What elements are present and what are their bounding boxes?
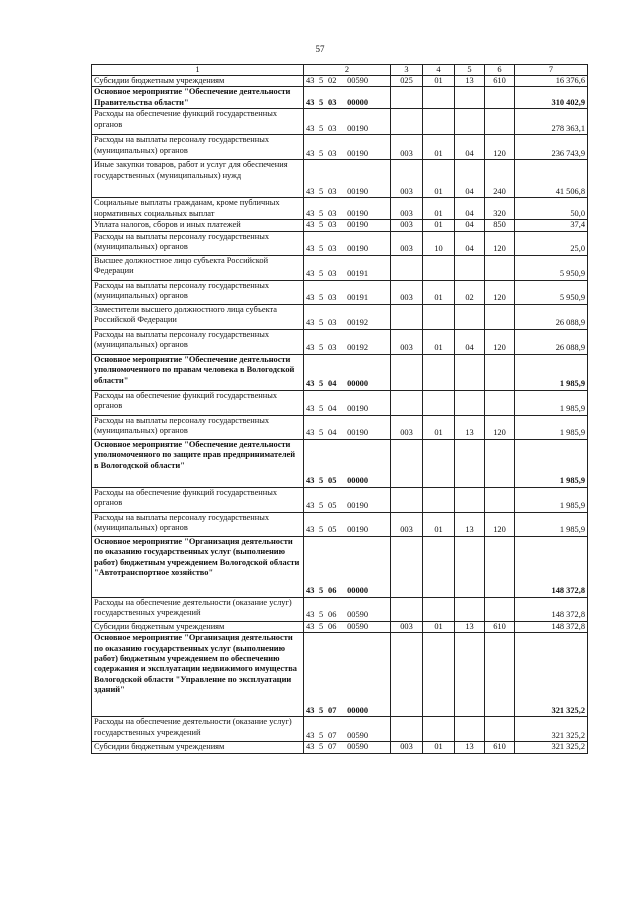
amount-cell: 148 372,8 — [515, 597, 588, 621]
program-code-part: 5 — [319, 404, 324, 414]
subsection-code-cell — [455, 439, 485, 487]
section-code-cell — [423, 487, 455, 512]
program-code-part: 00192 — [347, 343, 368, 353]
program-code-part: 5 — [319, 220, 324, 230]
program-code-part: 05 — [328, 525, 337, 535]
subsection-code-cell: 04 — [455, 135, 485, 160]
amount-cell: 25,0 — [515, 231, 588, 255]
program-code-part: 43 — [306, 610, 315, 620]
program-code-part: 43 — [306, 476, 315, 486]
ministry-code-cell — [391, 487, 423, 512]
program-code-part: 00000 — [347, 98, 368, 107]
program-code-part: 00590 — [347, 621, 368, 631]
program-code-part: 00191 — [347, 293, 368, 303]
row-name-cell: Расходы на обеспечение функций государственных органов — [92, 390, 304, 415]
header-cell: 5 — [455, 65, 485, 76]
program-code-part: 03 — [328, 187, 337, 196]
expense-type-cell — [485, 304, 515, 329]
program-code-part: 43 — [306, 318, 315, 328]
subsection-code-cell — [455, 354, 485, 390]
table-row — [92, 231, 588, 255]
amount-cell: 41 506,8 — [515, 160, 588, 198]
program-code-part: 5 — [319, 187, 324, 196]
subsection-code-cell: 13 — [455, 742, 485, 753]
program-code-part: 5 — [319, 379, 324, 389]
amount-cell: 1 985,9 — [515, 439, 588, 487]
section-code-cell: 01 — [423, 160, 455, 198]
section-code-cell: 01 — [423, 280, 455, 304]
header-cell: 6 — [485, 65, 515, 76]
ministry-code-cell — [391, 597, 423, 621]
program-code-cell — [304, 280, 391, 304]
subsection-code-cell: 04 — [455, 220, 485, 231]
table-row — [92, 633, 588, 717]
expense-type-cell: 120 — [485, 415, 515, 439]
program-code-part: 5 — [319, 98, 324, 107]
program-code-part: 43 — [306, 586, 315, 596]
expense-type-cell: 120 — [485, 231, 515, 255]
expense-type-cell: 610 — [485, 76, 515, 87]
section-code-cell: 01 — [423, 76, 455, 87]
program-code-part: 5 — [319, 730, 324, 740]
amount-cell: 1 985,9 — [515, 390, 588, 415]
program-code-part: 5 — [319, 525, 324, 535]
program-code-cell — [304, 255, 391, 280]
program-code-part: 03 — [328, 343, 337, 353]
row-name-cell: Расходы на обеспечение деятельности (оказание услуг) государственных учреждений — [92, 717, 304, 742]
program-code-part: 00190 — [347, 244, 368, 254]
row-name-cell: Расходы на выплаты персоналу государственных (муниципальных) органов — [92, 329, 304, 354]
program-code-part: 04 — [328, 428, 337, 438]
program-code-part: 05 — [328, 476, 337, 486]
program-code-part: 43 — [306, 621, 315, 631]
ministry-code-cell — [391, 87, 423, 109]
program-code-part: 00190 — [347, 428, 368, 438]
program-code-part: 43 — [306, 76, 315, 85]
ministry-code-cell: 003 — [391, 512, 423, 536]
program-code-part: 06 — [328, 621, 337, 631]
row-name-cell: Расходы на выплаты персоналу государственных (муниципальных) органов — [92, 280, 304, 304]
section-code-cell: 10 — [423, 231, 455, 255]
section-code-cell: 01 — [423, 329, 455, 354]
program-code-part: 04 — [328, 379, 337, 389]
amount-cell: 310 402,9 — [515, 87, 588, 109]
expense-type-cell — [485, 717, 515, 742]
row-name-cell: Расходы на обеспечение функций государственных органов — [92, 487, 304, 512]
program-code-part: 43 — [306, 343, 315, 353]
table-row — [92, 280, 588, 304]
subsection-code-cell — [455, 717, 485, 742]
ministry-code-cell — [391, 354, 423, 390]
program-code-part: 00000 — [347, 476, 368, 486]
expense-type-cell: 120 — [485, 329, 515, 354]
table-row — [92, 76, 588, 87]
expense-type-cell — [485, 487, 515, 512]
program-code-part: 5 — [319, 428, 324, 438]
subsection-code-cell: 04 — [455, 231, 485, 255]
table-row — [92, 198, 588, 220]
ministry-code-cell — [391, 304, 423, 329]
program-code-cell — [304, 742, 391, 753]
expense-type-cell — [485, 109, 515, 135]
section-code-cell — [423, 354, 455, 390]
table-row — [92, 742, 588, 753]
ministry-code-cell: 003 — [391, 621, 423, 632]
program-code-part: 06 — [328, 610, 337, 620]
program-code-cell — [304, 198, 391, 220]
ministry-code-cell: 003 — [391, 220, 423, 231]
program-code-part: 00000 — [347, 586, 368, 596]
program-code-part: 5 — [319, 586, 324, 596]
ministry-code-cell: 003 — [391, 160, 423, 198]
program-code-part: 00190 — [347, 220, 368, 230]
subsection-code-cell — [455, 255, 485, 280]
program-code-part: 43 — [306, 428, 315, 438]
program-code-part: 03 — [328, 149, 337, 158]
row-name-cell: Субсидии бюджетным учреждениям — [92, 742, 304, 753]
program-code-part: 03 — [328, 124, 337, 133]
page-number: 57 — [315, 44, 325, 54]
amount-cell: 26 088,9 — [515, 329, 588, 354]
program-code-part: 43 — [306, 525, 315, 535]
program-code-part: 00000 — [347, 379, 368, 389]
program-code-cell — [304, 633, 391, 717]
subsection-code-cell: 04 — [455, 329, 485, 354]
program-code-part: 43 — [306, 209, 315, 218]
program-code-cell — [304, 231, 391, 255]
ministry-code-cell: 003 — [391, 135, 423, 160]
section-code-cell — [423, 304, 455, 329]
table-row — [92, 717, 588, 742]
program-code-part: 43 — [306, 293, 315, 303]
subsection-code-cell — [455, 487, 485, 512]
program-code-part: 5 — [319, 293, 324, 303]
amount-cell: 148 372,8 — [515, 621, 588, 632]
ministry-code-cell: 003 — [391, 231, 423, 255]
amount-cell: 1 985,9 — [515, 354, 588, 390]
subsection-code-cell: 02 — [455, 280, 485, 304]
row-name-cell: Социальные выплаты гражданам, кроме публичных нормативных социальных выплат — [92, 198, 304, 220]
ministry-code-cell — [391, 439, 423, 487]
program-code-part: 5 — [319, 742, 324, 752]
ministry-code-cell: 025 — [391, 76, 423, 87]
ministry-code-cell: 003 — [391, 415, 423, 439]
ministry-code-cell — [391, 633, 423, 717]
expense-type-cell — [485, 255, 515, 280]
header-cell: 7 — [515, 65, 588, 76]
program-code-cell — [304, 415, 391, 439]
expense-type-cell: 610 — [485, 621, 515, 632]
ministry-code-cell — [391, 390, 423, 415]
subsection-code-cell — [455, 390, 485, 415]
table-row — [92, 220, 588, 231]
section-code-cell: 01 — [423, 135, 455, 160]
expense-type-cell — [485, 633, 515, 717]
program-code-part: 43 — [306, 379, 315, 389]
header-cell: 4 — [423, 65, 455, 76]
program-code-part: 43 — [306, 124, 315, 133]
table-row — [92, 621, 588, 632]
expense-type-cell: 120 — [485, 280, 515, 304]
subsection-code-cell — [455, 304, 485, 329]
expense-type-cell: 850 — [485, 220, 515, 231]
row-name-cell: Основное мероприятие "Организация деятельности по оказанию государственных услуг (выполнению работ) бюджетным учреждением Вологодской области "Автотранспортное хозяйство" — [92, 536, 304, 597]
expense-type-cell — [485, 597, 515, 621]
table-row — [92, 135, 588, 160]
program-code-part: 06 — [328, 586, 337, 596]
ministry-code-cell: 003 — [391, 742, 423, 753]
program-code-cell — [304, 160, 391, 198]
amount-cell: 321 325,2 — [515, 717, 588, 742]
amount-cell: 16 376,6 — [515, 76, 588, 87]
expense-type-cell — [485, 87, 515, 109]
program-code-part: 02 — [328, 76, 337, 85]
program-code-part: 43 — [306, 187, 315, 196]
row-name-cell: Уплата налогов, сборов и иных платежей — [92, 220, 304, 231]
row-name-cell: Субсидии бюджетным учреждениям — [92, 76, 304, 87]
table-row — [92, 487, 588, 512]
expense-type-cell — [485, 354, 515, 390]
subsection-code-cell: 13 — [455, 512, 485, 536]
program-code-part: 43 — [306, 244, 315, 254]
program-code-part: 03 — [328, 209, 337, 218]
program-code-part: 03 — [328, 220, 337, 230]
program-code-part: 43 — [306, 705, 315, 715]
table-row — [92, 87, 588, 109]
section-code-cell: 01 — [423, 742, 455, 753]
program-code-part: 04 — [328, 404, 337, 414]
expense-type-cell: 120 — [485, 135, 515, 160]
program-code-cell — [304, 76, 391, 87]
program-code-cell — [304, 717, 391, 742]
program-code-part: 5 — [319, 610, 324, 620]
ministry-code-cell — [391, 717, 423, 742]
row-name-cell: Расходы на выплаты персоналу государственных (муниципальных) органов — [92, 512, 304, 536]
amount-cell: 278 363,1 — [515, 109, 588, 135]
program-code-part: 5 — [319, 501, 324, 511]
program-code-part: 5 — [319, 343, 324, 353]
row-name-cell: Субсидии бюджетным учреждениям — [92, 621, 304, 632]
section-code-cell — [423, 255, 455, 280]
program-code-part: 5 — [319, 76, 324, 85]
budget-table — [91, 64, 588, 754]
program-code-part: 5 — [319, 705, 324, 715]
expense-type-cell: 610 — [485, 742, 515, 753]
table-row — [92, 415, 588, 439]
program-code-part: 5 — [319, 318, 324, 328]
program-code-part: 43 — [306, 730, 315, 740]
program-code-part: 03 — [328, 318, 337, 328]
ministry-code-cell — [391, 109, 423, 135]
program-code-part: 07 — [328, 730, 337, 740]
program-code-part: 5 — [319, 124, 324, 133]
amount-cell: 1 985,9 — [515, 415, 588, 439]
program-code-part: 00190 — [347, 525, 368, 535]
amount-cell: 5 950,9 — [515, 280, 588, 304]
subsection-code-cell — [455, 87, 485, 109]
subsection-code-cell — [455, 633, 485, 717]
expense-type-cell: 240 — [485, 160, 515, 198]
program-code-part: 00590 — [347, 742, 368, 752]
row-name-cell: Заместители высшего должностного лица субъекта Российской Федерации — [92, 304, 304, 329]
amount-cell: 321 325,2 — [515, 633, 588, 717]
program-code-part: 00191 — [347, 269, 368, 279]
header-row — [92, 65, 588, 76]
header-cell: 3 — [391, 65, 423, 76]
row-name-cell: Основное мероприятие "Обеспечение деятельности уполномоченного по защите прав предпринимателей в Вологодской области" — [92, 439, 304, 487]
header-cell: 1 — [92, 65, 304, 76]
row-name-cell: Основное мероприятие "Обеспечение деятельности уполномоченного по правам человека в Вологодской области" — [92, 354, 304, 390]
row-name-cell: Расходы на выплаты персоналу государственных (муниципальных) органов — [92, 415, 304, 439]
expense-type-cell — [485, 390, 515, 415]
program-code-part: 5 — [319, 209, 324, 218]
program-code-cell — [304, 487, 391, 512]
program-code-part: 5 — [319, 621, 324, 631]
program-code-part: 43 — [306, 220, 315, 230]
subsection-code-cell: 04 — [455, 198, 485, 220]
program-code-part: 5 — [319, 269, 324, 279]
program-code-part: 07 — [328, 705, 337, 715]
table-row — [92, 512, 588, 536]
section-code-cell: 01 — [423, 198, 455, 220]
ministry-code-cell: 003 — [391, 329, 423, 354]
table-row — [92, 439, 588, 487]
table-row — [92, 597, 588, 621]
program-code-cell — [304, 390, 391, 415]
table-row — [92, 536, 588, 597]
row-name-cell: Основное мероприятие "Обеспечение деятельности Правительства области" — [92, 87, 304, 109]
program-code-part: 03 — [328, 269, 337, 279]
program-code-cell — [304, 109, 391, 135]
program-code-part: 03 — [328, 244, 337, 254]
program-code-part: 05 — [328, 501, 337, 511]
program-code-part: 00590 — [347, 76, 368, 85]
table-row — [92, 304, 588, 329]
expense-type-cell — [485, 439, 515, 487]
header-cell: 2 — [304, 65, 391, 76]
subsection-code-cell: 04 — [455, 160, 485, 198]
subsection-code-cell — [455, 536, 485, 597]
program-code-part: 43 — [306, 269, 315, 279]
program-code-cell — [304, 597, 391, 621]
subsection-code-cell: 13 — [455, 76, 485, 87]
row-name-cell: Расходы на обеспечение деятельности (оказание услуг) государственных учреждений — [92, 597, 304, 621]
subsection-code-cell — [455, 597, 485, 621]
amount-cell: 1 985,9 — [515, 512, 588, 536]
program-code-part: 00192 — [347, 318, 368, 328]
table-row — [92, 354, 588, 390]
section-code-cell — [423, 87, 455, 109]
section-code-cell — [423, 717, 455, 742]
program-code-cell — [304, 354, 391, 390]
amount-cell: 26 088,9 — [515, 304, 588, 329]
table-row — [92, 109, 588, 135]
expense-type-cell — [485, 536, 515, 597]
program-code-cell — [304, 621, 391, 632]
program-code-part: 00190 — [347, 501, 368, 511]
program-code-part: 07 — [328, 742, 337, 752]
table-row — [92, 160, 588, 198]
ministry-code-cell — [391, 536, 423, 597]
amount-cell: 236 743,9 — [515, 135, 588, 160]
section-code-cell: 01 — [423, 415, 455, 439]
program-code-cell — [304, 536, 391, 597]
subsection-code-cell: 13 — [455, 621, 485, 632]
table-row — [92, 390, 588, 415]
amount-cell: 37,4 — [515, 220, 588, 231]
subsection-code-cell — [455, 109, 485, 135]
program-code-part: 03 — [328, 293, 337, 303]
program-code-part: 00190 — [347, 124, 368, 133]
program-code-cell — [304, 87, 391, 109]
row-name-cell: Расходы на выплаты персоналу государственных (муниципальных) органов — [92, 231, 304, 255]
amount-cell: 5 950,9 — [515, 255, 588, 280]
section-code-cell — [423, 536, 455, 597]
program-code-part: 5 — [319, 244, 324, 254]
program-code-part: 5 — [319, 149, 324, 158]
program-code-part: 43 — [306, 404, 315, 414]
amount-cell: 50,0 — [515, 198, 588, 220]
program-code-part: 43 — [306, 501, 315, 511]
expense-type-cell: 320 — [485, 198, 515, 220]
program-code-part: 00590 — [347, 610, 368, 620]
program-code-cell — [304, 512, 391, 536]
program-code-part: 00590 — [347, 730, 368, 740]
amount-cell: 1 985,9 — [515, 487, 588, 512]
program-code-part: 00190 — [347, 404, 368, 414]
ministry-code-cell: 003 — [391, 280, 423, 304]
program-code-part: 00190 — [347, 187, 368, 196]
row-name-cell: Иные закупки товаров, работ и услуг для обеспечения государственных (муниципальных) нужд — [92, 160, 304, 198]
program-code-part: 5 — [319, 476, 324, 486]
row-name-cell: Расходы на обеспечение функций государственных органов — [92, 109, 304, 135]
section-code-cell — [423, 439, 455, 487]
row-name-cell: Расходы на выплаты персоналу государственных (муниципальных) органов — [92, 135, 304, 160]
amount-cell: 321 325,2 — [515, 742, 588, 753]
program-code-cell — [304, 439, 391, 487]
row-name-cell: Высшее должностное лицо субъекта Российской Федерации — [92, 255, 304, 280]
ministry-code-cell: 003 — [391, 198, 423, 220]
section-code-cell — [423, 633, 455, 717]
ministry-code-cell — [391, 255, 423, 280]
table-row — [92, 329, 588, 354]
section-code-cell: 01 — [423, 512, 455, 536]
program-code-cell — [304, 329, 391, 354]
program-code-cell — [304, 304, 391, 329]
subsection-code-cell: 13 — [455, 415, 485, 439]
section-code-cell — [423, 597, 455, 621]
section-code-cell: 01 — [423, 220, 455, 231]
section-code-cell: 01 — [423, 621, 455, 632]
program-code-cell — [304, 135, 391, 160]
section-code-cell — [423, 109, 455, 135]
program-code-part: 03 — [328, 98, 337, 107]
program-code-part: 43 — [306, 742, 315, 752]
program-code-part: 00000 — [347, 705, 368, 715]
table-row — [92, 255, 588, 280]
program-code-part: 43 — [306, 98, 315, 107]
section-code-cell — [423, 390, 455, 415]
program-code-part: 43 — [306, 149, 315, 158]
program-code-part: 00190 — [347, 209, 368, 218]
expense-type-cell: 120 — [485, 512, 515, 536]
program-code-part: 00190 — [347, 149, 368, 158]
amount-cell: 148 372,8 — [515, 536, 588, 597]
row-name-cell: Основное мероприятие "Организация деятельности по оказанию государственных услуг (выполнению работ) бюджетным учреждением по обеспечению содержания и эксплуатации недвижимого имущества Вологодской области "Управление по эксплуатации зданий" — [92, 633, 304, 717]
program-code-cell — [304, 220, 391, 231]
